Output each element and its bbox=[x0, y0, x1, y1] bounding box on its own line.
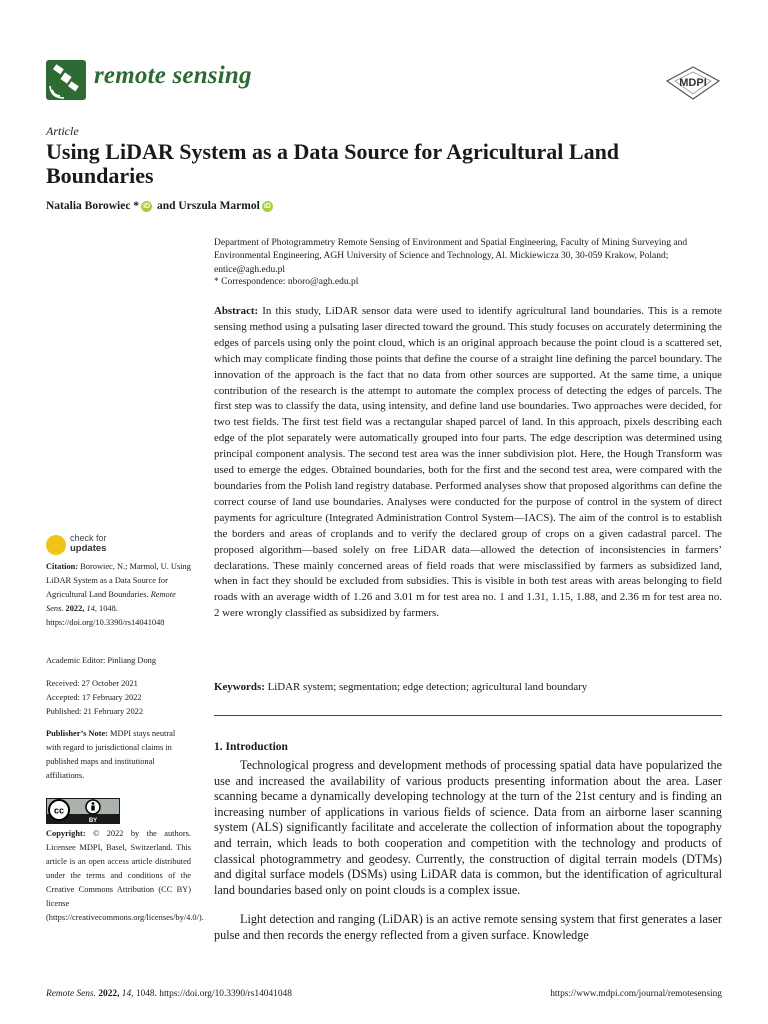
academic-editor: Academic Editor: Pinliang Dong bbox=[46, 656, 157, 665]
satellite-logo-icon bbox=[46, 60, 86, 100]
correspondence: * Correspondence: nboro@agh.edu.pl bbox=[214, 277, 359, 287]
citation-journal: Remote Sens. bbox=[46, 590, 176, 613]
cc-label: BY bbox=[88, 818, 98, 824]
journal-name: remote sensing bbox=[94, 62, 252, 89]
abstract-text: In this study, LiDAR sensor data were used to identify agricultural land boundaries. This is a remote sensing method using a pulsating laser directed toward the ground. This study focuses on accurately determining the edges of parcels using only the point cloud, which is an original approach because the point cloud is a scattered set, which may complicate finding those points that define the course of a straight line defining the parcel boundary. The innovation of the approach is the fact that no data from other sources are supported. At the same time, a unique contribution of the research is the attempt to automate the complex process of detecting the edges of parcels. The first step was to classify the data, using intensity, and define land use boundaries. Two approaches were decided, for two test fields. The first test field was a rectangular shaped parcel of land. In this approach, pixels describing each edge of the plot separately were automatically grouped into four parts. The edge description was determined using principal component analysis. The second test area was the inner subdivision plot. Here, the Hough Transform was used to emerge the edges. Obtained boundaries, both for the first and the second test area, were compared with the boundaries from the Polish land registry database. Performed analyses show that proposed algorithms can define the correct course of land use boundaries. Analyses were conducted for the purpose of control in the system of direct payments for agriculture (Integrated Administration Control System—IACS). The aim of the control is to establish the borders and areas of croplands and to verify the declared group of crops on a given cadastral parcel. The proposed algorithm—based solely on free LiDAR data—allowed the detection of inconsistencies in farmers’ declarations. These mainly concerned areas of field roads that were misclassified by farmers as subsidized land, when in fact they should be excluded from subsidies. This is visible in both test areas with areas belonging to field roads with an average width of 1.26 and 3.01 m for test area no. 1 and 1.31, 1.15, 1.88, and 2.36 m for test area no. 2 were wrongly classified as subsidized by farmers. bbox=[214, 305, 722, 620]
section-heading: 1. Introduction bbox=[214, 741, 288, 753]
received-date: Received: 27 October 2021 bbox=[46, 679, 138, 688]
citation bbox=[46, 560, 191, 630]
author-name[interactable]: Urszula Marmol bbox=[178, 200, 260, 212]
footer-doi[interactable]: 1048. https://doi.org/10.3390/rs14041048 bbox=[135, 989, 292, 999]
citation-volume: 14, bbox=[86, 604, 97, 613]
affiliation: Department of Photogrammetry Remote Sensing of Environment and Spatial Engineering, Faculty of Mining Surveying and Environmental Engineering, AGH University of Science and Technology, Al. Mickiewicza 30, 30-059 Krakow, Poland; entice@agh.edu.pl bbox=[214, 238, 688, 275]
copyright-label: Copyright: bbox=[46, 829, 86, 838]
article-title: Using LiDAR System as a Data Source for Agricultural Land Boundaries bbox=[46, 139, 620, 188]
copyright-text: © 2022 by the authors. Licensee MDPI, Basel, Switzerland. This article is an open access article distributed under the terms and conditions of the Creative Commons Attribution (CC BY) license (https://creativecommons.org/licenses/by/4.0/). bbox=[46, 829, 204, 922]
accepted-date: Accepted: 17 February 2022 bbox=[46, 693, 142, 702]
check-for-updates-button[interactable] bbox=[46, 533, 156, 555]
orcid-icon[interactable]: iD bbox=[263, 203, 271, 210]
published-date: Published: 21 February 2022 bbox=[46, 707, 144, 716]
footer-volume: 14, bbox=[121, 989, 134, 999]
footer-citation bbox=[46, 989, 292, 999]
footer-journal-url[interactable]: https://www.mdpi.com/journal/remotesensing bbox=[550, 989, 722, 999]
citation-doi[interactable]: 1048. https://doi.org/10.3390/rs14041048 bbox=[46, 604, 165, 627]
keywords-text: LiDAR system; segmentation; edge detection; agricultural land boundary bbox=[267, 681, 588, 693]
author-list bbox=[46, 200, 275, 212]
body-paragraph: Technological progress and development methods of processing spatial data have popularized the use and increased the availability of various products presenting information about the area. Laser scanning became a dynamically developing technology at the turn of the 21st century and is finding an increasing number of applications in various fields of science. Data from an airborne laser scanning system (ALS) significantly facilitate and accelerate the collection of information about the topography and terrain, which leads to both cooperation and competition with the technology and products of classical photogrammetry and geodesy. Currently, the construction of digital terrain models (DTMs) and digital surface models (DSMs) using LiDAR data is common, but the identification of agricultural land boundaries based only on point clouds is a complex issue. bbox=[214, 758, 722, 897]
citation-text: Borowiec, N.; Marmol, U. Using LiDAR System as a Data Source for Agricultural Land Boundaries. bbox=[46, 562, 191, 599]
footer-year: 2022, bbox=[98, 989, 120, 999]
author-name[interactable]: Natalia Borowiec * bbox=[46, 200, 140, 212]
article-type: Article bbox=[46, 124, 79, 138]
keywords-label: Keywords: bbox=[214, 681, 265, 693]
abstract bbox=[214, 304, 722, 622]
check-updates-top: check for bbox=[70, 533, 107, 543]
publisher-note-text: MDPI stays neutral with regard to jurisdictional claims in published maps and institutional affiliations. bbox=[46, 729, 176, 780]
mdpi-logo-icon bbox=[664, 66, 722, 100]
abstract-label: Abstract: bbox=[214, 305, 259, 317]
footer-journal: Remote Sens. bbox=[46, 989, 96, 999]
citation-label: Citation: bbox=[46, 562, 79, 571]
cc-by-license-icon[interactable] bbox=[46, 798, 120, 824]
body-paragraph: Light detection and ranging (LiDAR) is an active remote sensing system that first generates a laser pulse and then records the energy reflected from a given surface. Knowledge bbox=[214, 912, 722, 942]
copyright bbox=[46, 827, 204, 925]
check-updates-bottom: updates bbox=[70, 543, 107, 554]
check-updates-icon bbox=[46, 535, 66, 555]
publisher-note bbox=[46, 727, 191, 783]
author-conjunction: and bbox=[156, 200, 176, 212]
orcid-icon[interactable]: iD bbox=[143, 203, 151, 210]
citation-year: 2022, bbox=[65, 604, 85, 613]
publisher-name: MDPI bbox=[679, 77, 707, 89]
svg-text:cc: cc bbox=[53, 805, 65, 816]
publisher-note-label: Publisher’s Note: bbox=[46, 729, 108, 738]
keywords bbox=[214, 681, 722, 693]
section-divider bbox=[214, 715, 722, 716]
